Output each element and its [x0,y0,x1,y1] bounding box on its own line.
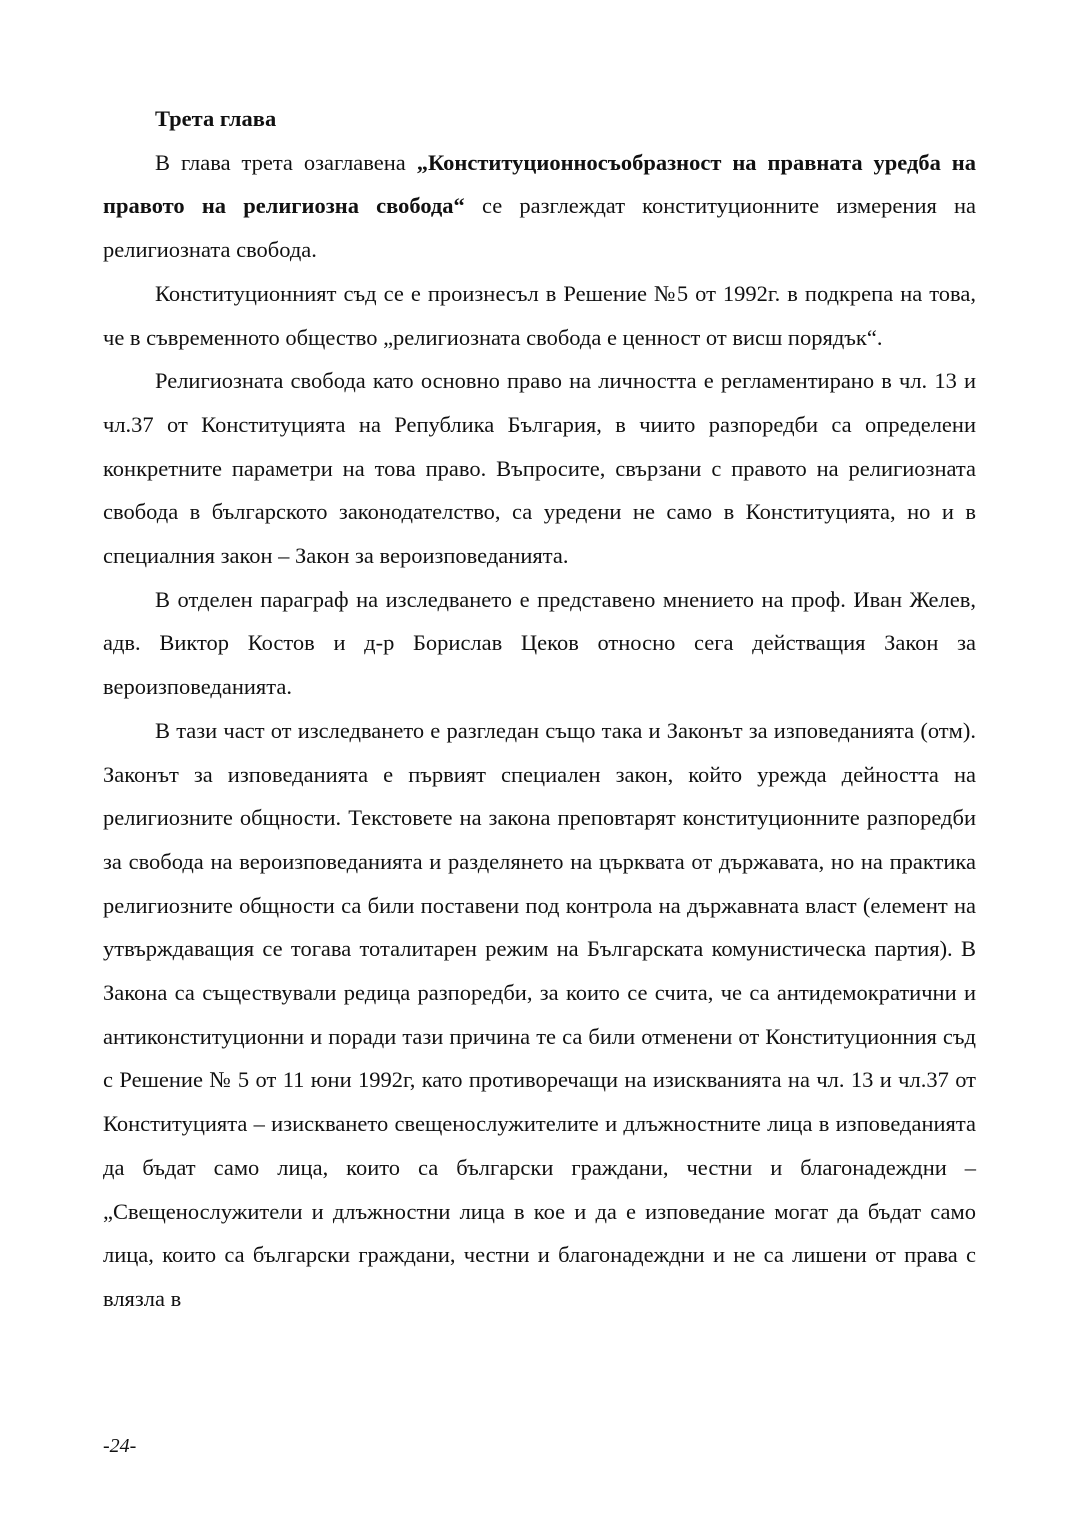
chapter-heading: Трета глава [155,106,277,131]
paragraph-constitutional-court: Конституционният съд се е произнесъл в Решение №5 от 1992г. в подкрепа на това, че в съвременното общество „религиозната свобода е ценност от висш порядък“. [103,280,976,350]
page-number: -24- [103,1435,137,1457]
paragraph-law-of-denominations: В тази част от изследването е разгледан също така и Законът за изповеданията (отм). Законът за изповеданията е първият специален закон, който урежда дейността на религиозните общности. Текстовете на закона преповтарят конституционните разпоредби за свобода на вероизповеданията и разделянето на църквата от държавата, но на практика религиозните общности са били поставени под контрола на държавната власт (елемент на утвърждаващия се тогава тоталитарен режим на Българската комунистическа партия). В Закона са съществували редица разпоредби, за които се счита, че са антидемократични и антиконституционни и поради тази причина те са били отменени от Конституционния съд с Решение № 5 от 11 юни 1992г, като противоречащи на изискванията на чл. 13 и чл.37 от Конституцията – изискването свещенослужителите и длъжностните лица в изповеданията да бъдат само лица, които са български граждани, честни и благонадеждни – „Свещенослужители и длъжностни лица в кое и да е изповедание могат да бъдат само лица, които са български граждани, честни и благонадеждни и не са лишени от права с влязла в [103,717,976,1311]
paragraph-religious-freedom: Религиозната свобода като основно право на личността е регламентирано в чл. 13 и чл.37 от Конституцията на Република България, в чиито разпоредби са определени конкретните параметри на това право. Въпросите, свързани с правото на религиозната свобода в българското законодателство, са уредени не само в Конституцията, но и в специалния закон – Закон за вероизповеданията. [103,368,976,569]
paragraph-intro-text: В глава трета озаглавена [155,149,417,175]
paragraph-chapter-intro [103,141,976,272]
paragraph-opinions: В отделен параграф на изследването е представено мнението на проф. Иван Желев, адв. Виктор Костов и д-р Борислав Цеков относно сега действащия Закон за вероизповеданията. [103,586,976,700]
document-page [103,97,976,1321]
chapter-title-bold: „Конституционносъобразност на правната уредба на правото на религиозна свобода“ [103,149,976,219]
paragraph-intro-rest: се разглеждат конституционните измерения на религиозната свобода. [103,193,977,263]
